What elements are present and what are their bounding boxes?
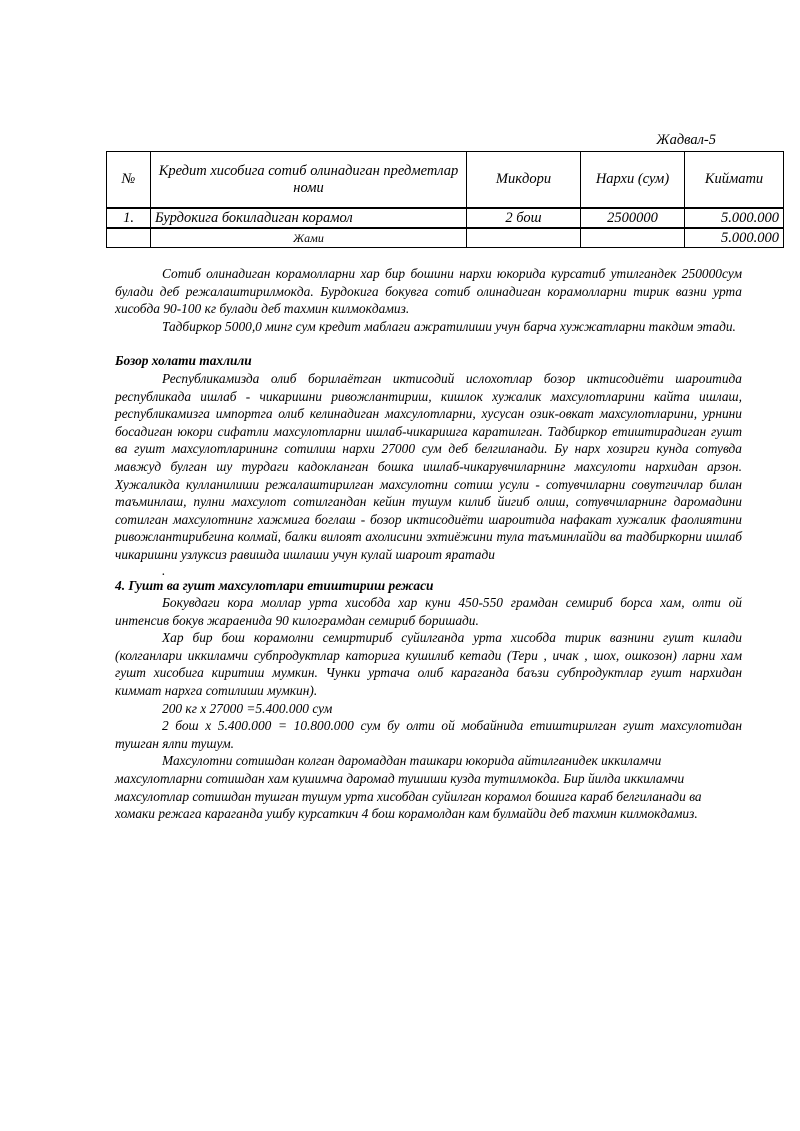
stray-dot: . [162, 562, 166, 578]
credit-items-table [106, 151, 784, 248]
table-caption: Жадвал-5 [656, 132, 716, 148]
table-header-row [107, 152, 784, 209]
table-cell: 2 бош [467, 208, 581, 228]
table-cell-empty [107, 228, 151, 248]
column-header-number: № [107, 152, 151, 209]
market-analysis-paragraph: Республикамизда олиб борилаётган иктисодий ислохотлар бозор иктисодиёти шароитида республикада ишлаб - чикаришни ривожлантириш, кишлок хужалик махсулотларини кайта ишлаш, республикамизга импортга олиб келинадиган махсулотларни, хусусан озик-овкат махсулотларини, урнини босадиган юкори сифатли махсулотларни ишлаб-чикаришга каратилган. Тадбиркор етиштирадиган гушт ва гушт махсулотларининг сотилиш нархи 27000 сум деб белгиланади. Бу нарх хозирги кунда сотувда мавжуд булган шу турдаги кадокланган бошка ишлаб-чикарувчиларнинг махсулоти нархидан арзон. Хужаликда кулланилиши режалаштирилган махсулотни сотиш усули - сотувчиларни совутгичлар билан таъминлаш, пулни махсулот сотилгандан кейин тушум килиб йигиб олиш, сотувчиларнинг даромадини сотилган махсулотнинг хажмига боглаш - бозор иктисодиёти шароитида нафакат хужалик фаолиятини ривожлантирибгина колмай, балки вилоят ахолисини эхтиёжини тула таъминлайди ва тадбиркорни ишлаб чикаришни узлуксиз равишда ишлаши учун кулай шароит яратади [115, 370, 742, 562]
table-cell: Бурдокига бокиладиган корамол [151, 208, 467, 228]
production-paragraph: 2 бош х 5.400.000 = 10.800.000 сум бу олти ой мобайнида етиштирилган гушт махсулотидан тушган ялпи тушум. [115, 718, 742, 751]
table-cell: 1. [107, 208, 151, 228]
intro-paragraph: Сотиб олинадиган корамолларни хар бир бошини нархи юкорида курсатиб утилгандек 250000сум булади деб режалаштирилмокда. Бурдокига бокувга сотиб олинадиган корамолларни тирик вазни урта хисобда 90-100 кг булади деб тахмин килмокдамиз. [115, 266, 742, 317]
table-row [107, 208, 784, 228]
production-paragraph: Махсулотни сотишдан колган даромаддан ташкари юкорида айтилганидек иккиламчи махсулотларни сотишдан хам кушимча даромад тушиши кузда тутилмокда. Бир йилда иккиламчи махсулотлар сотишдан тушган тушум урта хисобдан суйилган корамол бошига караб белгиланади ва хомаки режага караганда ушбу курсаткич 4 бош корамолдан кам булмайди деб тахмин килмокдамиз. [115, 753, 702, 822]
column-header-item-name: Кредит хисобига сотиб олинадиган предметлар номи [151, 152, 467, 209]
column-header-value: Киймати [685, 152, 784, 209]
table-cell: 5.000.000 [685, 208, 784, 228]
column-header-quantity: Микдори [467, 152, 581, 209]
market-analysis-heading: Бозор холати тахлили [115, 353, 252, 369]
table-cell: 2500000 [581, 208, 685, 228]
document-body [115, 265, 742, 823]
total-label: Жами [151, 228, 467, 248]
calculation-formula: 200 кг х 27000 =5.400.000 сум [162, 700, 333, 716]
intro-paragraph-submission: Тадбиркор 5000,0 минг сум кредит маблаги ажратилиши учун барча хужжатларни такдим этади. [162, 318, 736, 334]
table-cell-empty [467, 228, 581, 248]
production-paragraph: Хар бир бош корамолни семиртириб суйилганда урта хисобда тирик вазнини гушт килади (колганлари иккиламчи субпродуктлар каторига кушилиб кетади (Тери , ичак , шох, ошкозон) ларни хам гушт хисобига киритиш мумкин. Чунки уртача олиб караганда баъзи субпродуктлар гушт нархидан киммат нархга сотилиши мумкин). [115, 630, 742, 699]
column-header-price: Нархи (сум) [581, 152, 685, 209]
production-paragraph: Бокувдаги кора моллар урта хисобда хар куни 450-550 грамдан семириб борса хам, олти ой интенсив бокув жараенида 90 килограмдан семириб боришади. [115, 595, 742, 628]
table-cell-empty [581, 228, 685, 248]
production-plan-heading: 4. Гушт ва гушт махсулотлари етиштириш режаси [115, 577, 434, 593]
table-total-row [107, 228, 784, 248]
total-value: 5.000.000 [685, 228, 784, 248]
